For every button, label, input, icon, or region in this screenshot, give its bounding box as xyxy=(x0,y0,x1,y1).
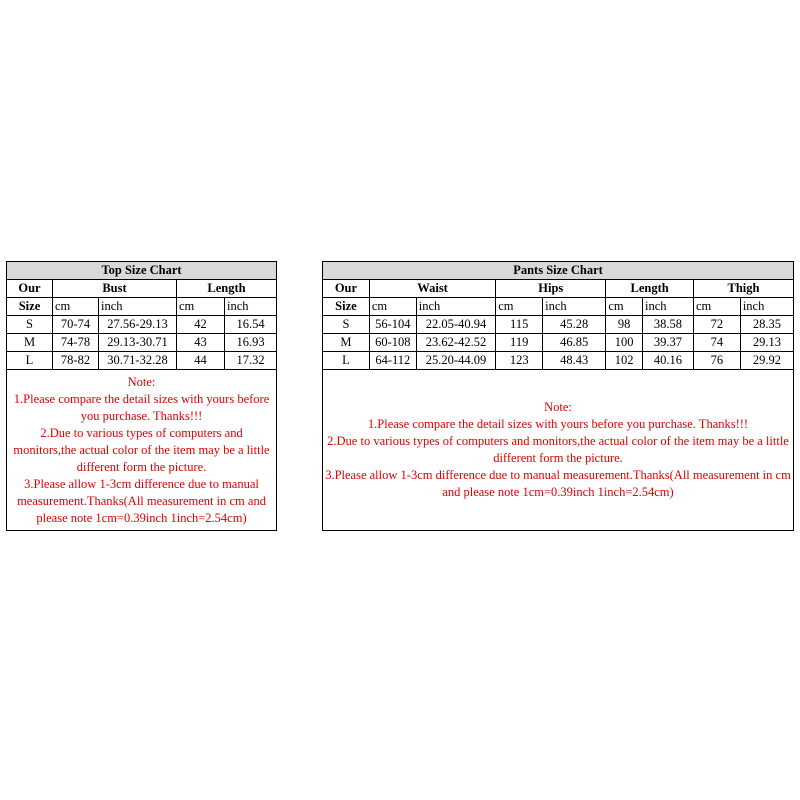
note-heading: Note: xyxy=(127,374,156,389)
waist-inch-cell: 23.62-42.52 xyxy=(416,334,496,352)
top-bust-inch-unit: inch xyxy=(99,298,177,316)
thigh-inch-cell: 29.92 xyxy=(740,352,793,370)
table-row xyxy=(7,352,277,370)
length-cm-cell: 102 xyxy=(606,352,643,370)
bust-inch-cell: 29.13-30.71 xyxy=(99,334,177,352)
length-inch-cell: 39.37 xyxy=(643,334,694,352)
pants-length-cm-unit: cm xyxy=(606,298,643,316)
thigh-inch-cell: 29.13 xyxy=(740,334,793,352)
pants-size-chart xyxy=(322,261,794,531)
top-length-header: Length xyxy=(177,280,277,298)
waist-cm-cell: 64-112 xyxy=(369,352,416,370)
note-line: 1.Please compare the detail sizes with yours before you purchase. Thanks!!! xyxy=(13,391,270,423)
waist-cm-cell: 60-108 xyxy=(369,334,416,352)
thigh-cm-cell: 76 xyxy=(693,352,740,370)
pants-thigh-cm-unit: cm xyxy=(693,298,740,316)
waist-inch-cell: 22.05-40.94 xyxy=(416,316,496,334)
pants-chart-title: Pants Size Chart xyxy=(323,262,794,280)
pants-size-header: Size xyxy=(323,298,370,316)
note-line: 3.Please allow 1-3cm difference due to manual measurement.Thanks(All measurement in cm and please note 1cm=0.39inch 1inch=2.54cm) xyxy=(325,468,791,499)
length-inch-cell: 16.54 xyxy=(225,316,277,334)
hips-inch-cell: 48.43 xyxy=(543,352,606,370)
note-line: 2.Due to various types of computers and monitors,the actual color of the item may be a little different form the picture. xyxy=(13,425,270,474)
note-line: 1.Please compare the detail sizes with yours before you purchase. Thanks!!! xyxy=(367,417,749,431)
top-chart-title: Top Size Chart xyxy=(7,262,277,280)
pants-hips-cm-unit: cm xyxy=(496,298,543,316)
hips-inch-cell: 45.28 xyxy=(543,316,606,334)
length-cm-cell: 100 xyxy=(606,334,643,352)
thigh-cm-cell: 74 xyxy=(693,334,740,352)
size-cell: M xyxy=(7,334,53,352)
size-cell: L xyxy=(323,352,370,370)
pants-thigh-header: Thigh xyxy=(693,280,793,298)
note-heading: Note: xyxy=(544,400,572,414)
note-line: 2.Due to various types of computers and monitors,the actual color of the item may be a little different form the picture. xyxy=(327,434,789,465)
thigh-cm-cell: 72 xyxy=(693,316,740,334)
size-cell: S xyxy=(7,316,53,334)
table-row xyxy=(7,316,277,334)
pants-length-header: Length xyxy=(606,280,694,298)
waist-inch-cell: 25.20-44.09 xyxy=(416,352,496,370)
top-our-header: Our xyxy=(7,280,53,298)
bust-inch-cell: 27.56-29.13 xyxy=(99,316,177,334)
table-row xyxy=(323,334,794,352)
thigh-inch-cell: 28.35 xyxy=(740,316,793,334)
bust-inch-cell: 30.71-32.28 xyxy=(99,352,177,370)
pants-waist-inch-unit: inch xyxy=(416,298,496,316)
size-cell: L xyxy=(7,352,53,370)
top-size-chart xyxy=(6,261,277,531)
waist-cm-cell: 56-104 xyxy=(369,316,416,334)
size-cell: S xyxy=(323,316,370,334)
length-inch-cell: 17.32 xyxy=(225,352,277,370)
pants-waist-header: Waist xyxy=(369,280,495,298)
note-line: 3.Please allow 1-3cm difference due to manual measurement.Thanks(All measurement in cm and please note 1cm=0.39inch 1inch=2.54cm) xyxy=(17,476,266,525)
pants-hips-inch-unit: inch xyxy=(543,298,606,316)
hips-inch-cell: 46.85 xyxy=(543,334,606,352)
hips-cm-cell: 123 xyxy=(496,352,543,370)
length-inch-cell: 16.93 xyxy=(225,334,277,352)
pants-waist-cm-unit: cm xyxy=(369,298,416,316)
bust-cm-cell: 70-74 xyxy=(53,316,99,334)
pants-our-header: Our xyxy=(323,280,370,298)
top-bust-header: Bust xyxy=(53,280,177,298)
hips-cm-cell: 119 xyxy=(496,334,543,352)
pants-hips-header: Hips xyxy=(496,280,606,298)
length-cm-cell: 43 xyxy=(177,334,225,352)
table-row xyxy=(323,316,794,334)
top-note xyxy=(7,370,277,531)
hips-cm-cell: 115 xyxy=(496,316,543,334)
length-inch-cell: 38.58 xyxy=(643,316,694,334)
pants-thigh-inch-unit: inch xyxy=(740,298,793,316)
bust-cm-cell: 78-82 xyxy=(53,352,99,370)
bust-cm-cell: 74-78 xyxy=(53,334,99,352)
pants-note xyxy=(323,370,794,531)
top-length-inch-unit: inch xyxy=(225,298,277,316)
length-cm-cell: 98 xyxy=(606,316,643,334)
length-inch-cell: 40.16 xyxy=(643,352,694,370)
length-cm-cell: 42 xyxy=(177,316,225,334)
table-row xyxy=(7,334,277,352)
top-length-cm-unit: cm xyxy=(177,298,225,316)
length-cm-cell: 44 xyxy=(177,352,225,370)
pants-length-inch-unit: inch xyxy=(643,298,694,316)
top-bust-cm-unit: cm xyxy=(53,298,99,316)
top-size-header: Size xyxy=(7,298,53,316)
size-cell: M xyxy=(323,334,370,352)
table-row xyxy=(323,352,794,370)
